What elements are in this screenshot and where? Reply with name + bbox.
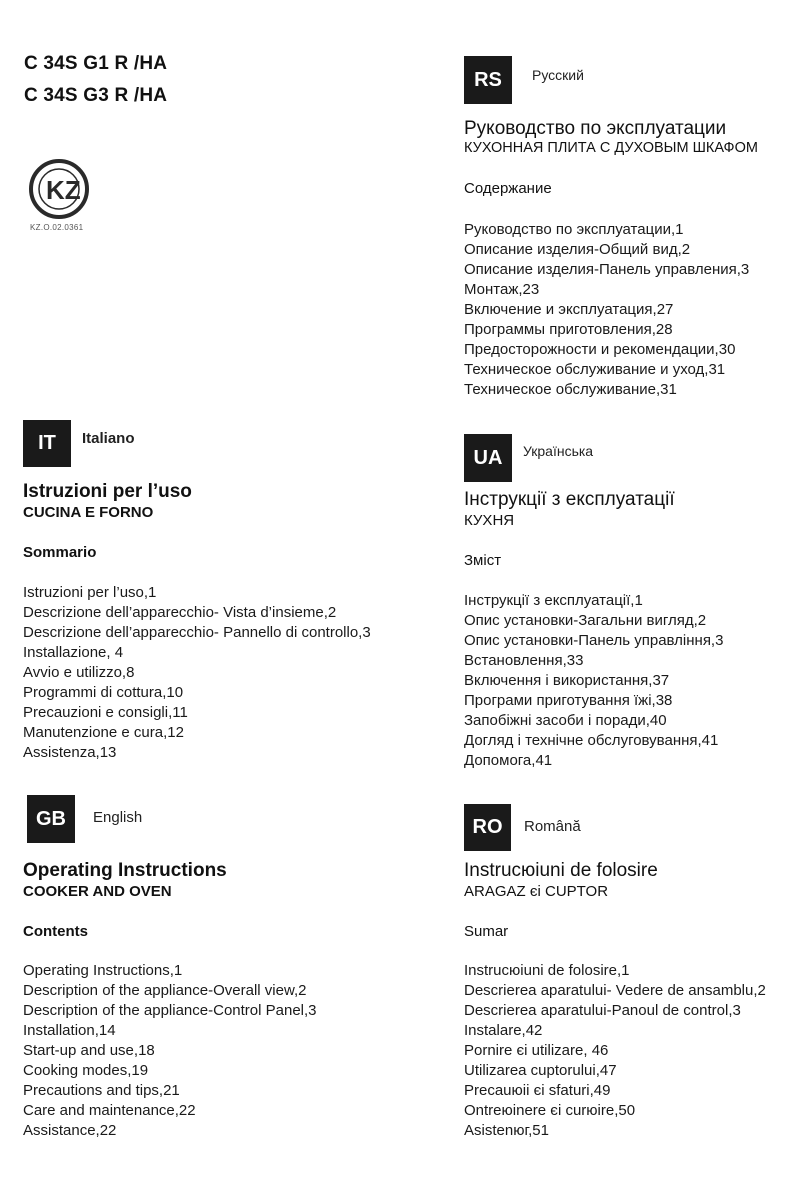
toc-item: Техническое обслуживание,31 [464, 381, 677, 398]
toc-item: Description of the appliance-Control Panel,3 [23, 1002, 317, 1019]
certification-mark-text: KZ [46, 175, 81, 205]
toc-item: Installation,14 [23, 1022, 116, 1039]
toc-item: Description of the appliance-Overall view,2 [23, 982, 307, 999]
toc-item: Встановлення,33 [464, 652, 584, 669]
toc-item: Precauzioni e consigli,11 [23, 704, 188, 721]
toc-item: Descrizione dell’apparecchio- Pannello di controllo,3 [23, 624, 371, 641]
toc-item: Utilizarea cuptorului,47 [464, 1062, 617, 1079]
manual-title-rs: Руководство по эксплуатации [464, 118, 727, 139]
toc-item: Istruzioni per l’uso,1 [23, 584, 157, 601]
manual-subtitle-ua: КУХНЯ [464, 512, 515, 529]
toc-item: Instrucюiuni de folosire,1 [464, 962, 630, 979]
toc-item: Instalare,42 [464, 1022, 543, 1039]
toc-item: Программы приготовления,28 [464, 321, 673, 338]
toc-item: Programmi di cottura,10 [23, 684, 184, 701]
language-badge-it: IT [23, 420, 71, 467]
toc-item: Pornire єi utilizare, 46 [464, 1042, 609, 1059]
toc-item: Start-up and use,18 [23, 1042, 155, 1059]
model-number-2: C 34S G3 R /HA [24, 85, 168, 106]
language-badge-ua: UA [464, 434, 512, 482]
toc-item: Cooking modes,19 [23, 1062, 149, 1079]
toc-item: Care and maintenance,22 [23, 1102, 196, 1119]
model-number-1: C 34S G1 R /HA [24, 53, 168, 74]
toc-item: Запобіжні засоби і поради,40 [464, 712, 667, 729]
toc-item: Включение и эксплуатация,27 [464, 301, 674, 318]
language-badge-rs: RS [464, 56, 512, 104]
language-name-ro: Română [524, 818, 581, 835]
manual-title-ua: Інструкції з експлуатації [464, 489, 675, 510]
toc-item: Догляд і технічне обслуговування,41 [464, 732, 719, 749]
manual-title-gb: Operating Instructions [23, 860, 227, 881]
manual-title-ro: Instrucюiuni de folosire [464, 860, 658, 881]
contents-label-ro: Sumar [464, 923, 509, 940]
toc-list-gb [23, 961, 317, 1141]
toc-list-ro [464, 961, 766, 1141]
toc-list-rs [464, 220, 749, 400]
contents-label-it: Sommario [23, 544, 97, 561]
contents-label-gb: Contents [23, 923, 88, 940]
toc-item: Описание изделия-Панель управления,3 [464, 261, 750, 278]
manual-subtitle-it: CUCINA E FORNO [23, 504, 154, 521]
toc-item: Manutenzione e cura,12 [23, 724, 184, 741]
toc-item: Precauюii єi sfaturi,49 [464, 1082, 611, 1099]
toc-list-it [23, 583, 371, 763]
contents-label-ua: Зміст [464, 552, 502, 569]
language-name-rs: Русский [532, 67, 584, 83]
toc-item: Предосторожности и рекомендации,30 [464, 341, 736, 358]
manual-title-it: Istruzioni per l’uso [23, 481, 192, 502]
language-name-it: Italiano [82, 430, 135, 447]
language-name-ua: Українська [523, 443, 594, 459]
language-badge-ro: RO [464, 804, 511, 851]
toc-item: Descrizione dell’apparecchio- Vista d’insieme,2 [23, 604, 337, 621]
toc-item: Опис установки-Загальни вигляд,2 [464, 612, 707, 629]
toc-item: Програми приготування їжі,38 [464, 692, 673, 709]
toc-item: Руководство по эксплуатации,1 [464, 221, 684, 238]
manual-subtitle-rs: КУХОННАЯ ПЛИТА С ДУХОВЫМ ШКАФОМ [464, 140, 758, 156]
language-badge-gb: GB [27, 795, 75, 843]
toc-item: Operating Instructions,1 [23, 962, 183, 979]
toc-item: Descrierea aparatului- Vedere de ansamblu,2 [464, 982, 766, 999]
toc-item: Assistenza,13 [23, 744, 117, 761]
toc-item: Descrierea aparatului-Panoul de control,3 [464, 1002, 741, 1019]
toc-item: Precautions and tips,21 [23, 1082, 180, 1099]
toc-item: Оntreюinere єi curюire,50 [464, 1102, 636, 1119]
toc-item: Опис установки-Панель управління,3 [464, 632, 724, 649]
toc-item: Монтаж,23 [464, 281, 540, 298]
toc-item: Assistance,22 [23, 1122, 117, 1139]
language-name-gb: English [93, 809, 143, 826]
toc-item: Asistenюг,51 [464, 1122, 549, 1139]
manual-subtitle-ro: ARAGAZ єi CUPTOR [464, 883, 609, 900]
manual-subtitle-gb: COOKER AND OVEN [23, 883, 172, 900]
contents-label-rs: Содержание [464, 180, 552, 197]
toc-item: Installazione, 4 [23, 644, 124, 661]
toc-item: Включення і використання,37 [464, 672, 670, 689]
toc-item: Техническое обслуживание и уход,31 [464, 361, 726, 378]
toc-list-ua [464, 591, 723, 771]
toc-item: Avvio e utilizzo,8 [23, 664, 135, 681]
certification-mark-icon [28, 158, 90, 220]
toc-item: Допомога,41 [464, 752, 553, 769]
toc-item: Описание изделия-Общий вид,2 [464, 241, 691, 258]
toc-item: Інструкції з експлуатації,1 [464, 592, 643, 609]
certification-code: KZ.O.02.0361 [30, 223, 84, 232]
